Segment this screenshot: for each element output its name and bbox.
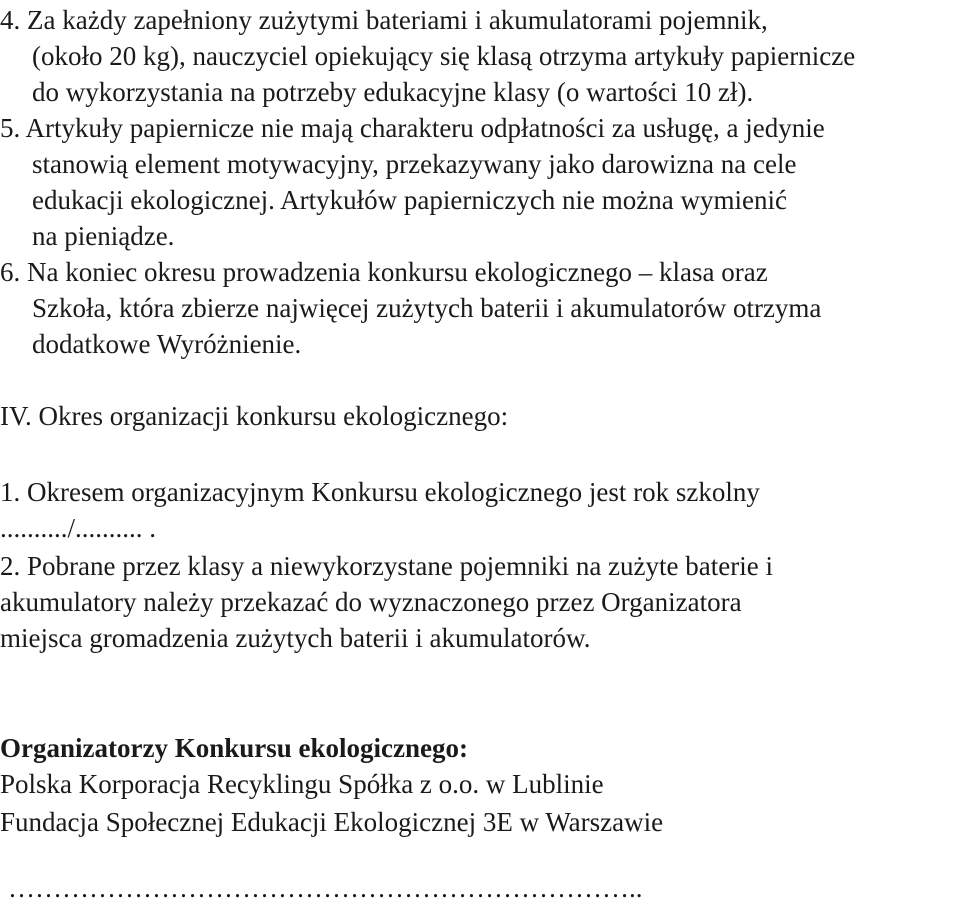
organizer-2: Fundacja Społecznej Edukacji Ekologicznej 3E w Warszawie	[0, 807, 664, 837]
item-5-line-4: na pieniądze.	[32, 221, 175, 251]
item-4-line-2: (około 20 kg), nauczyciel opiekujący się klasą otrzyma artykuły papiernicze	[32, 41, 856, 71]
section-4-item-2-line-3: miejsca gromadzenia zużytych baterii i akumulatorów.	[0, 623, 591, 653]
item-6-line-3: dodatkowe Wyróżnienie.	[32, 329, 302, 359]
section-4-heading: IV. Okres organizacji konkursu ekologicznego:	[0, 401, 509, 431]
item-6-line-1: 6. Na koniec okresu prowadzenia konkursu ekologicznego – klasa oraz	[0, 257, 768, 287]
item-4-line-1: 4. Za każdy zapełniony zużytymi bateriami i akumulatorami pojemnik,	[0, 5, 768, 35]
section-4-item-1-line-2: ........../.......... .	[0, 513, 157, 543]
section-4-item-2-line-1: 2. Pobrane przez klasy a niewykorzystane pojemniki na zużyte baterie i	[0, 551, 773, 581]
organizer-1: Polska Korporacja Recyklingu Spółka z o.o. w Lublinie	[0, 769, 604, 799]
item-5-line-3: edukacji ekologicznej. Artykułów papierniczych nie można wymienić	[32, 185, 787, 215]
organizers-heading: Organizatorzy Konkursu ekologicznego:	[0, 733, 468, 763]
item-4-line-3: do wykorzystania na potrzeby edukacyjne klasy (o wartości 10 zł).	[32, 77, 754, 107]
item-6-line-2: Szkoła, która zbierze najwięcej zużytych baterii i akumulatorów otrzyma	[32, 293, 822, 323]
signature-line: ……………………………………………………………..	[8, 873, 643, 903]
item-5-line-2: stanowią element motywacyjny, przekazywany jako darowizna na cele	[32, 149, 797, 179]
section-4-item-2-line-2: akumulatory należy przekazać do wyznaczonego przez Organizatora	[0, 587, 742, 617]
item-5-line-1: 5. Artykuły papiernicze nie mają charakteru odpłatności za usługę, a jedynie	[0, 113, 825, 143]
section-4-item-1-line-1: 1. Okresem organizacyjnym Konkursu ekologicznego jest rok szkolny	[0, 477, 760, 507]
